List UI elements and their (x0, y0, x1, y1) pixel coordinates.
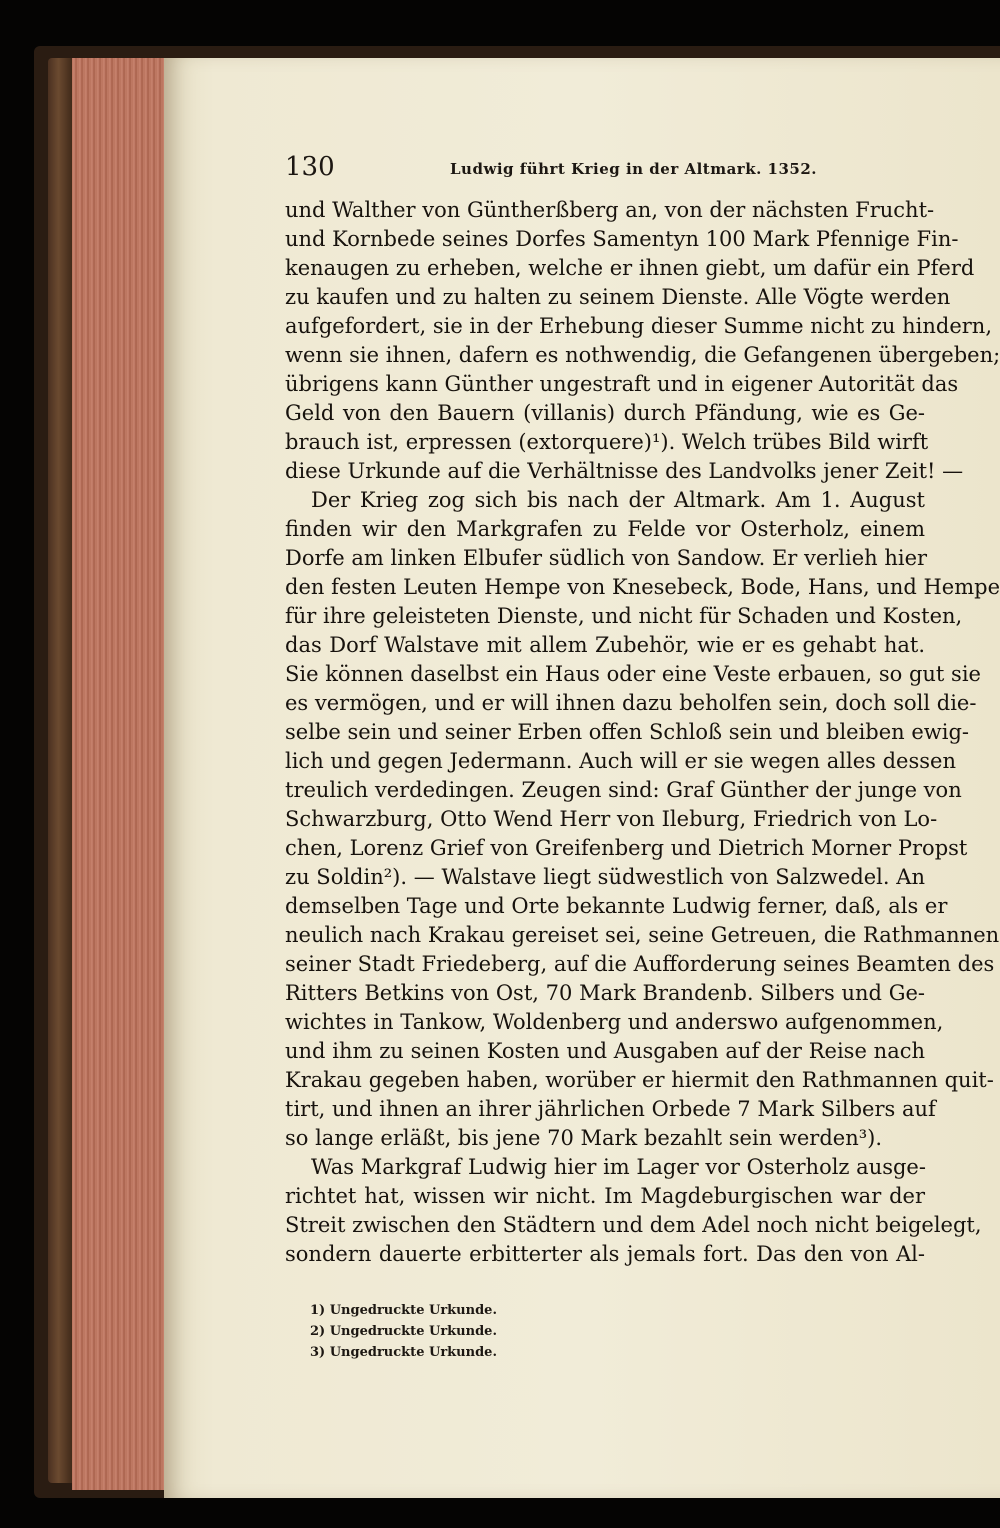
footnote: 2) Ungedruckte Urkunde. (310, 1324, 497, 1339)
text-line: Dorfe am linken Elbufer südlich von Sandow. Er verlieh hier (285, 546, 928, 570)
text-line: Krakau gegeben haben, worüber er hiermit den Rathmannen quit- (285, 1068, 994, 1092)
text-line: seiner Stadt Friedeberg, auf die Aufforderung seines Beamten des (285, 952, 995, 976)
text-line: sondern dauerte erbitterter als jemals fort. Das den von Al- (285, 1242, 925, 1266)
text-line: neulich nach Krakau gereiset sei, seine Getreuen, die Rathmannen (285, 923, 1000, 947)
page-edges (72, 58, 172, 1490)
text-line: diese Urkunde auf die Verhältnisse des Landvolks jener Zeit! — (285, 459, 964, 483)
text-line: übrigens kann Günther ungestraft und in eigener Autorität das (285, 372, 959, 396)
text-line: und ihm zu seinen Kosten und Ausgaben auf der Reise nach (285, 1039, 925, 1063)
text-line: Geld von den Bauern (villanis) durch Pfändung, wie es Ge- (285, 401, 925, 425)
text-line: aufgefordert, sie in der Erhebung dieser Summe nicht zu hindern, (285, 314, 992, 338)
text-line: für ihre geleisteten Dienste, und nicht für Schaden und Kosten, (285, 604, 963, 628)
text-line: zu kaufen und zu halten zu seinem Dienste. Alle Vögte werden (285, 285, 951, 309)
text-line: Was Markgraf Ludwig hier im Lager vor Osterholz ausge- (311, 1155, 926, 1179)
text-line: finden wir den Markgrafen zu Felde vor Osterholz, einem (285, 517, 925, 541)
text-line: Streit zwischen den Städtern und dem Adel noch nicht beigelegt, (285, 1213, 982, 1237)
text-line: brauch ist, erpressen (extorquere)¹). Welch trübes Bild wirft (285, 430, 929, 454)
text-line: selbe sein und seiner Erben offen Schloß sein und bleiben ewig- (285, 720, 970, 744)
text-line: den festen Leuten Hempe von Knesebeck, Bode, Hans, und Hempe (285, 575, 1000, 599)
footnotes (310, 1300, 610, 1363)
text-line: richtet hat, wissen wir nicht. Im Magdeburgischen war der (285, 1184, 925, 1208)
text-line: so lange erläßt, bis jene 70 Mark bezahlt sein werden³). (285, 1126, 883, 1150)
text-line: treulich verdedingen. Zeugen sind: Graf Günther der junge von (285, 778, 962, 802)
text-line: lich und gegen Jedermann. Auch will er sie wegen alles dessen (285, 749, 956, 773)
page-number: 130 (285, 152, 335, 182)
footnote: 1) Ungedruckte Urkunde. (310, 1303, 497, 1318)
text-line: es vermögen, und er will ihnen dazu beholfen sein, doch soll die- (285, 691, 977, 715)
page-header (285, 152, 925, 188)
text-line: Der Krieg zog sich bis nach der Altmark. Am 1. August (311, 488, 925, 512)
book-spine-edge (48, 58, 74, 1483)
text-line: und Kornbede seines Dorfes Samentyn 100 Mark Pfennige Fin- (285, 227, 959, 251)
text-line: und Walther von Güntherßberg an, von der nächsten Frucht- (285, 198, 935, 222)
body-text (285, 196, 1000, 1269)
text-line: das Dorf Walstave mit allem Zubehör, wie er es gehabt hat. (285, 633, 925, 657)
text-line: Sie können daselbst ein Haus oder eine Veste erbauen, so gut sie (285, 662, 981, 686)
footnote: 3) Ungedruckte Urkunde. (310, 1345, 497, 1360)
text-line: wenn sie ihnen, dafern es nothwendig, die Gefangenen übergeben; (285, 343, 1000, 367)
text-line: tirt, und ihnen an ihrer jährlichen Orbede 7 Mark Silbers auf (285, 1097, 936, 1121)
text-line: kenaugen zu erheben, welche er ihnen giebt, um dafür ein Pferd (285, 256, 975, 280)
text-line: Schwarzburg, Otto Wend Herr von Ileburg, Friedrich von Lo- (285, 807, 938, 831)
text-line: wichtes in Tankow, Woldenberg und anderswo aufgenommen, (285, 1010, 944, 1034)
text-line: Ritters Betkins von Ost, 70 Mark Brandenb. Silbers und Ge- (285, 981, 925, 1005)
running-head: Ludwig führt Krieg in der Altmark. 1352. (450, 160, 818, 178)
text-line: chen, Lorenz Grief von Greifenberg und Dietrich Morner Propst (285, 836, 968, 860)
text-line: zu Soldin²). — Walstave liegt südwestlich von Salzwedel. An (285, 865, 925, 889)
text-line: demselben Tage und Orte bekannte Ludwig ferner, daß, als er (285, 894, 948, 918)
